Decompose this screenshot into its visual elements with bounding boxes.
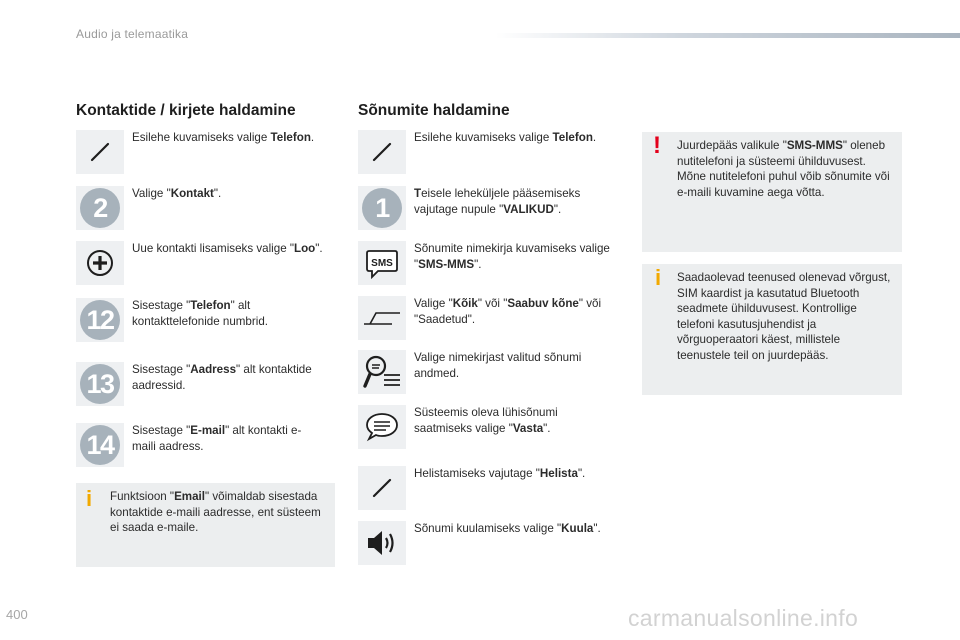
- mid-row-6-text: Süsteemis oleva lühisõnumi saatmiseks valige "Vasta".: [414, 406, 558, 435]
- step-number-tile: [76, 298, 124, 342]
- info-icon: i: [86, 486, 93, 511]
- mid-row-8-text: Sõnumi kuulamiseks valige "Kuula".: [414, 522, 601, 535]
- watermark: carmanualsonline.info: [628, 605, 859, 631]
- sms-label: SMS: [371, 258, 393, 269]
- sms-compatibility-warning: [642, 132, 902, 252]
- step-number: 12: [80, 300, 120, 340]
- left-row-1-text: Esilehe kuvamiseks valige Telefon.: [132, 131, 315, 144]
- mid-row-3-text: Sõnumite nimekirja kuvamiseks valige "SMS-MMS".: [414, 242, 610, 271]
- left-row-2: [76, 186, 352, 230]
- step-number-tile: [76, 362, 124, 406]
- step-number: 1: [362, 188, 402, 228]
- mid-row-1: [358, 130, 634, 174]
- step-number-tile: [358, 186, 406, 230]
- phone-icon: [358, 130, 406, 174]
- mid-row-4-text: Valige "Kõik" või "Saabuv kõne" või "Saadetud".: [414, 297, 602, 326]
- warning-text: Juurdepääs valikule "SMS-MMS" oleneb nutitelefoni ja süsteemi ühilduvusest. Mõne nutitelefoni puhul võib sõnumite või e-maili kuvamine aega võtta.: [677, 139, 890, 199]
- step-number: 14: [80, 425, 120, 465]
- mid-row-6: [358, 405, 614, 449]
- tab-icon: [358, 296, 406, 340]
- step-number-tile: [76, 186, 124, 230]
- mid-row-7: [358, 466, 634, 510]
- mid-row-3: [358, 241, 614, 285]
- step-number: 2: [80, 188, 120, 228]
- left-row-5-text: Sisestage "Aadress" alt kontaktide aadressid.: [132, 363, 312, 392]
- step-number: 13: [80, 364, 120, 404]
- plus-icon: [76, 241, 124, 285]
- mid-row-4: [358, 296, 624, 340]
- mid-row-7-text: Helistamiseks vajutage "Helista".: [414, 467, 586, 480]
- info-icon: i: [655, 265, 662, 290]
- left-row-6: [76, 423, 312, 467]
- left-row-4-text: Sisestage "Telefon" alt kontakttelefonide numbrid.: [132, 299, 268, 328]
- mid-row-2-text: Teisele leheküljele pääsemiseks vajutage nupule "VALIKUD".: [414, 187, 581, 216]
- left-row-1: [76, 130, 352, 174]
- mid-row-5: [358, 350, 614, 394]
- messages-section-title: Sõnumite haldamine: [358, 102, 510, 119]
- mid-row-5-text: Valige nimekirjast valitud sõnumi andmed.: [414, 351, 582, 380]
- warning-icon: !: [653, 132, 661, 159]
- left-row-2-text: Valige "Kontakt".: [132, 187, 222, 200]
- left-row-5: [76, 362, 342, 406]
- email-info-note: [76, 483, 335, 567]
- email-info-text: Funktsioon "Email" võimaldab sisestada kontaktide e-maili aadresse, ent süsteem ei saada e-maile.: [110, 490, 321, 535]
- header-rule: [496, 33, 960, 38]
- left-row-3-text: Uue kontakti lisamiseks valige "Loo".: [132, 242, 323, 255]
- contacts-section-title: Kontaktide / kirjete haldamine: [76, 102, 296, 119]
- mid-row-8: [358, 521, 634, 565]
- search-list-icon: [358, 350, 406, 394]
- left-row-3: [76, 241, 352, 285]
- phone-icon: [358, 466, 406, 510]
- header-title: Audio ja telemaatika: [76, 27, 189, 41]
- message-bubble-icon: [358, 405, 406, 449]
- left-row-4: [76, 298, 302, 342]
- speaker-icon: [358, 521, 406, 565]
- left-row-6-text: Sisestage "E-mail" alt kontakti e-maili aadress.: [132, 424, 302, 453]
- mid-row-2: [358, 186, 614, 230]
- step-number-tile: [76, 423, 124, 467]
- sms-icon: [358, 241, 406, 285]
- mid-row-1-text: Esilehe kuvamiseks valige Telefon.: [414, 131, 597, 144]
- phone-icon: [76, 130, 124, 174]
- page-number: 400: [6, 607, 28, 622]
- services-info-note: [642, 264, 902, 395]
- services-info-text: Saadaolevad teenused olenevad võrgust, SIM kaardist ja kasutatud Bluetooth seadmete ühilduvusest. Kontrollige telefoni kasutusjuhendist ja võrguoperaatori käest, millistele teenustele teil on juurdepääs.: [677, 271, 891, 362]
